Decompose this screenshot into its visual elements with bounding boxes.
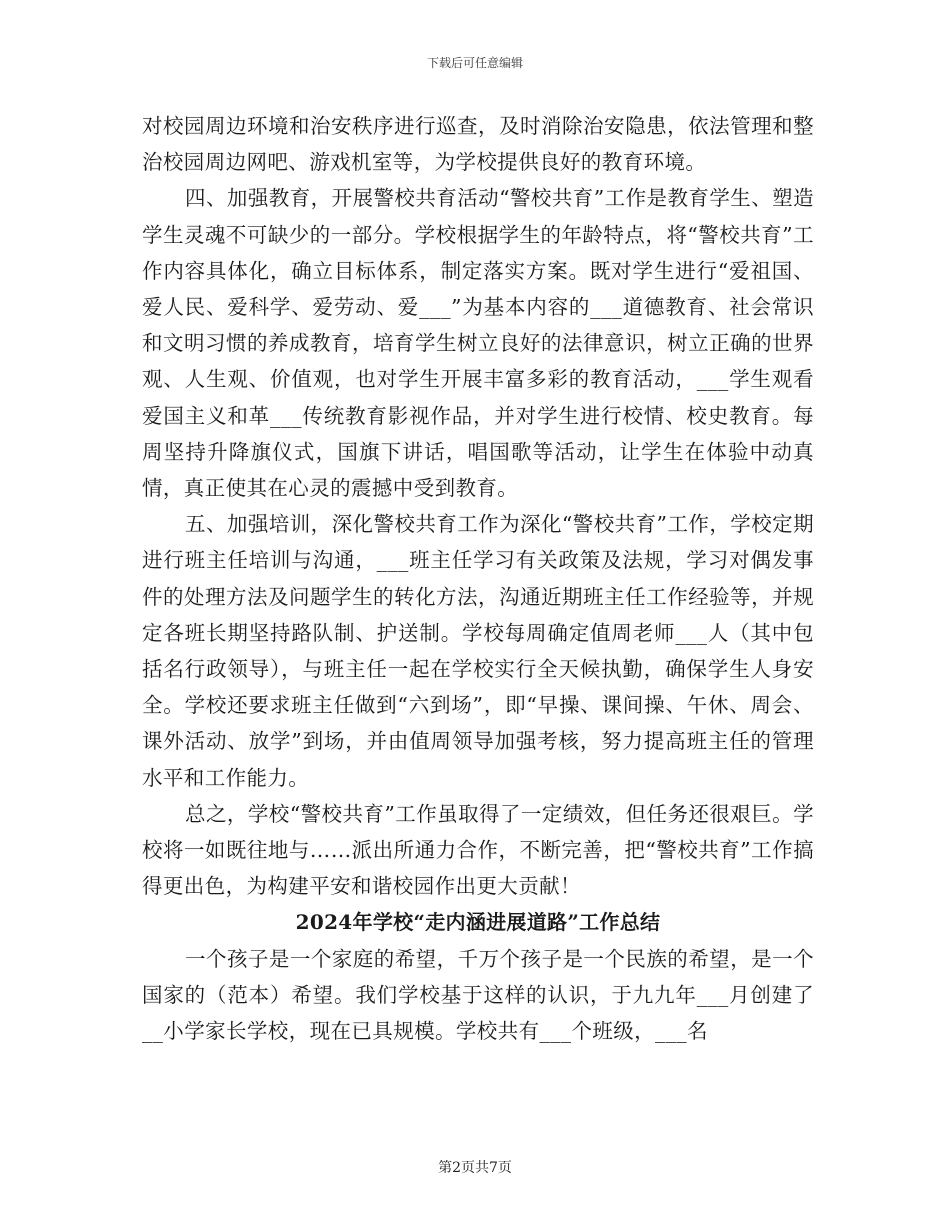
header-note: 下载后可任意编辑 [426, 56, 523, 70]
paragraph-3: 五、加强培训，深化警校共育工作为深化“警校共育”工作，学校定期进行班主任培训与沟通，___班主任学习有关政策及法规，学习对偶发事件的处理方法及问题学生的转化方法，沟通近期班主任工作经验等，并规定各班长期坚持路队制、护送制。学校每周确定值周老师___人（其中包括名行政领导），与班主任一起在学校实行全天候执勤，确保学生人身安全。学校还要求班主任做到“六到场”，即“早操、课间操、午休、周会、课外活动、放学”到场，并由值周领导加强考核，努力提高班主任的管理水平和工作能力。 [142, 512, 814, 790]
paragraph-2: 四、加强教育，开展警校共育活动“警校共育”工作是教育学生、塑造学生灵魂不可缺少的一部分。学校根据学生的年龄特点，将“警校共育”工作内容具体化，确立目标体系，制定落实方案。既对学生进行“爱祖国、爱人民、爱科学、爱劳动、爱___”为基本内容的___道德教育、社会常识和文明习惯的养成教育，培育学生树立良好的法律意识，树立正确的世界观、人生观、价值观，也对学生开展丰富多彩的教育活动，___学生观看爱国主义和革___传统教育影视作品，并对学生进行校情、校史教育。每周坚持升降旗仪式，国旗下讲话，唱国歌等活动，让学生在体验中动真情，真正使其在心灵的震撼中受到教育。 [142, 186, 814, 501]
page-number: 第2页共7页 [438, 1160, 512, 1176]
section-title: 2024年学校“走内涵进展道路”工作总结 [295, 910, 661, 935]
document-body [142, 108, 814, 1049]
paragraph-4: 总之，学校“警校共育”工作虽取得了一定绩效，但任务还很艰巨。学校将一如既往地与……派出所通力合作，不断完善，把“警校共育”工作搞得更出色，为构建平安和谐校园作出更大贡献！ [142, 801, 814, 899]
paragraph-1: 对校园周边环境和治安秩序进行巡查，及时消除治安隐患，依法管理和整治校园周边网吧、游戏机室等，为学校提供良好的教育环境。 [142, 114, 814, 175]
section-paragraph-1: 一个孩子是一个家庭的希望，千万个孩子是一个民族的希望，是一个国家的（范本）希望。我们学校基于这样的认识，于九九年___月创建了__小学家长学校，现在已具规模。学校共有___个班级，___名 [142, 946, 814, 1044]
